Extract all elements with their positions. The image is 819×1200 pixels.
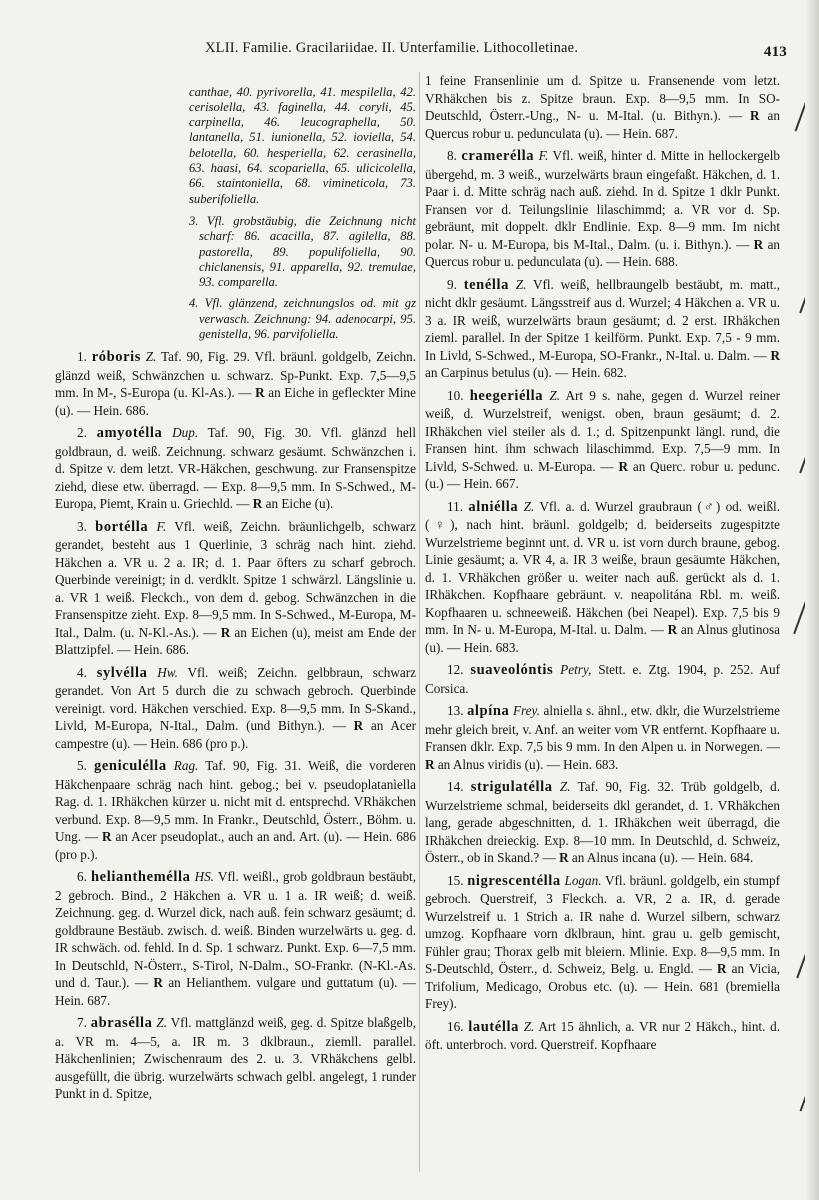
column-divider [419, 72, 420, 1172]
species-name: strigulatélla [470, 779, 553, 795]
species-entry: 13. alpína Frey. alniella s. ähnl., etw. dklr, die Wurzelstrieme mehr gleich breit, v. Anf. an weiter vom VR entfernt. Kopfhaare u. Fransen dklr. Exp. 7,5 bis 9 mm. In den Alpen u. in Norwegen. — R an Alnus viridis (u). — Hein. 683. [425, 703, 781, 772]
species-entry: 6. helianthemélla HS. Vfl. weißl., grob goldbraun bestäubt, 2 gebroch. Bind., 2 Häkchen a. VR u. 1 a. IR weiß; d. weiß. Zeichnung. geg. d. Wurzel dick, nach auß. fein schwarz gesäumt; d. goldbraune Bestäub. zwisch. d. weiß. Binden wurzelwärts u. geg. d. IR schwäch. od. fehld. In d. Sp. 1 schwarz. Punkt. Exp. 6—7,5 mm. In Deutschld, N-Österr., S-Tirol, N-Dalm., SO-Frankr. (N-Kl.-As. und d. Taur.). — R an Helianthem. vulgare und guttatum (u). — Hein. 687. [55, 869, 417, 1008]
species-name: cramerélla [461, 148, 535, 164]
species-entry: 7. abrasélla Z. Vfl. mattglänzd weiß, geg. d. Spitze blaßgelb, a. VR m. 4—5, a. IR m. 3 dklbraun., ziemll. parallel. Häkchenlinien; Zwischenraum des 2. u. 3. VRhäkchens gelbl. ausgefüllt, die übrig. wurzelwärts schwach gelbl. angelegt, 1 runder Punkt in d. Spitze, [55, 1015, 417, 1102]
species-name: helianthemélla [91, 869, 191, 886]
header-title: XLII. Familie. Gracilariidae. II. Unterfamilie. Lithocolletinae. [205, 40, 579, 56]
species-name: bortélla [95, 518, 149, 535]
species-entry: 10. heegeriélla Z. Art 9 s. nahe, gegen d. Wurzel reiner weiß, d. Wurzelstreif, wenigst. oben, braun gesäumt; d. 2. IRhäkchen viel steiler als d. 1.; d. Spitzenpunkt längl. rund, die Fransen hint. ihm schwach lilaschimmd. Exp. 7,5—9 mm. In Livld, S-Schwed. u. M-Europa. — R an Querc. robur u. pedunc. (u.) — Hein. 667. [425, 387, 781, 491]
species-name: alniélla [468, 498, 519, 515]
species-entry: 5. geniculélla Rag. Taf. 90, Fig. 31. Weiß, die vorderen Häkchenpaare schräg nach hint. gebog.; bei v. pseudoplatanìella Rag. d. 1. IRhäkchen kürzer u. nicht mit d. entsprechd. VRhäkchen verbund. Exp. 8—9,5 mm. In Frankr., Deutschld, Österr., Böhm. u. Ung. — R an Acer pseudoplat., auch an and. Art. (u). — Hein. 686 (pro p.). [55, 758, 417, 862]
species-entry: 12. suaveolóntis Petry, Stett. e. Ztg. 1904, p. 252. Auf Corsica. [425, 662, 781, 696]
species-name: nigrescentélla [467, 872, 561, 889]
species-name: róboris [91, 349, 141, 366]
group-3: 3. Vfl. grobstäubig, die Zeichnung nicht scharf: 86. acacilla, 87. agilella, 88. pastorella, 89. populifoliella, 90. chiclanensis, 91. apparella, 92. tremulae, 93. comparella. [189, 213, 416, 290]
species-entry: 4. sylvélla Hw. Vfl. weiß; Zeichn. gelbbraun, schwarz gerandet. Von Art 5 durch die zu schwach gebroch. Querbinde vereinigt. vord. Häkchen verschied. Exp. 8—9,5 mm. In S-Skand., Livld, M-Europa, N-Ital., Dalm. (und Bithyn.). — R an Acer campestre (u). — Hein. 686 (pro p.). [55, 664, 417, 751]
species-entry: 1. róboris Z. Taf. 90, Fig. 29. Vfl. bräunl. goldgelb, Zeichn. glänzd weiß, Schwänzchen u. schwarz. Sp-Punkt. Exp. 7,5—9,5 mm. In M-, S-Europa (u. Kl-As.). — R an Eiche in gefleckter Mine (u). — Hein. 686. [55, 349, 417, 418]
species-name: heegeriélla [469, 387, 544, 404]
species-entry: 11. alniélla Z. Vfl. a. d. Wurzel graubraun (♂) od. weißl. (♀), nach hint. bräunl. goldgelb; d. beiderseits zugespitzte Wurzelstrieme beginnt unt. d. VR u. ist vorn durch braune, gebog. Linie gesäumt; a. VR 4, a. IR 3 weiße, braun gesäumte Häkchen, d. 1. VRhäkchen größer u. weiter nach auß. gerückt als d. 1. IRhäkchen. Kopfhaare gebräunt. v. neapolitána Rbl. m. weiß. Kopfhaaren u. schneeweiß. Häkchen (bei Neapel). Exp. 7,5 bis 9 mm. In N- u. M-Europa, M-Ital. u. Dalm. — R an Alnus glutinosa (u). — Hein. 683. [425, 498, 781, 655]
species-name: tenélla [463, 276, 509, 293]
species-name: alpína [467, 703, 510, 719]
species-name: sylvélla [96, 664, 148, 681]
species-name: geniculélla [94, 758, 167, 775]
page-edge-shadow [805, 0, 819, 1200]
species-sublist: canthae, 40. pyrivorella, 41. mespilella, 42. cerisolella, 43. faginella, 44. coryli, 45. carpinella, 46. leucographella, 50. lantanella, 51. iunionella, 52. ioviella, 54. belotella, 60. hesperiella, 62. cerasinella, 63. haasi, 64. scopariella, 65. ulicicolella, 66. staintoniella, 68. vimineticola, 73. suberifoliella. [189, 84, 416, 206]
page-number: 413 [763, 44, 787, 60]
species-entry: 16. lautélla Z. Art 15 ähnlich, a. VR nur 2 Häkch., hint. d. öft. unterbroch. vord. Querstreif. Kopfhaare [425, 1018, 781, 1052]
group-4: 4. Vfl. glänzend, zeichnungslos od. mit gz verwasch. Zeichnung: 94. adenocarpi, 95. genistella, 96. parvifoliella. [189, 296, 416, 342]
right-column [425, 72, 780, 1059]
species-entry: 15. nigrescentélla Logan. Vfl. bräunl. goldgelb, ein stumpf gebroch. Querstreif, 3 Fleckch. a. VR, 2 a. IR, d. gerade Wurzelstreif u. 1 Strich a. IR nahe d. Wurzel silbern, schwarz umzog. Kopfhaare vorn dklbraun, hint. grau u. gelb gemischt, Fühler grau; Thorax gelb mit bleiern. Mlinie. Exp. 8—9,5 mm. In S-Deutschld, Österr., d. Schweiz, Belg. u. Engld. — R an Vicia, Trifolium, Medicago, Orobus etc. (u). — Hein. 681 (bremiella Frey). [425, 872, 781, 1011]
species-name: lautélla [468, 1018, 519, 1035]
species-name: suaveolóntis [470, 662, 554, 678]
species-entry: 8. cramerélla F. Vfl. weiß, hinter d. Mitte in hellockergelb übergehd, m. 3 weiß., wurzelwärts braun eingefaßt. Häkchen, d. 1. Paar i. d. Mitte schräg nach auß. ziehd. In d. Spitze 1 dklr Punkt. Fransen vor d. Teilungslinie lilaschimmd; a. VR vor d. Sp. gebräunt, mit doppelt. dklr Endlinie. Exp. 8—9 mm. Im nicht polar. N- u. M-Europa, bis M-Ital., Dalm. (u. i. Bithyn.). — R an Quercus robur u. pedunculata (u). — Hein. 688. [425, 148, 781, 269]
species-name: amyotélla [96, 425, 163, 442]
continued-entry: 1 feine Fransenlinie um d. Spitze u. Fransenende vom letzt. VRhäkchen bis z. Spitze braun. Exp. 8—9,5 mm. In SO-Deutschld, Österr.-Ung., N- u. M-Ital. (u. Bithyn.). — R an Quercus robur u. pedunculata (u). — Hein. 687. [425, 73, 780, 141]
species-entry: 9. tenélla Z. Vfl. weiß, hellbraungelb bestäubt, m. matt., nicht dklr gesäumt. Längsstreif aus d. Wurzel; 4 Häkchen a. VR u. 3 a. IR weiß, wurzelwärts braun gesäumt; d. 2 erst. IRhäkchen zieml. parallel. In der Spitze 1 keilförm. Punkt. Exp. 7,5 - 9 mm. In Livld, S-Schwed., M-Europa, SO-Frankr., N-Ital. u. Dalm. — R an Carpinus betulus (u). — Hein. 682. [425, 276, 781, 380]
species-name: abrasélla [90, 1015, 153, 1032]
species-entry: 2. amyotélla Dup. Taf. 90, Fig. 30. Vfl. glänzd hell goldbraun, d. weiß. Zeichnung. schwarz gesäumt. Schwänzchen i. d. Spitze v. dem letzt. VR-Häkchen, geschwung. zur Fransenspitze ziehd, diese etw. überragd. — Exp. 8—9,5 mm. In S-Schwed., M-Europa, Piemt, Krain u. Griechld. — R an Eiche (u). [55, 425, 417, 512]
left-column [55, 72, 416, 1108]
running-header [55, 38, 795, 64]
species-entry: 14. strigulatélla Z. Taf. 90, Fig. 32. Trüb goldgelb, d. Wurzelstrieme schmal, beiderseits dkl gerandet, d. 1. VRhäkchen lang, gerade abgeschnitten, d. 1. IRhäkchen weit überragd, die IRhäkchen dreieckig. Exp. 8—10 mm. In Deutschld, d. Schweiz, Österr., ob in Skand.? — R an Alnus incana (u). — Hein. 684. [425, 779, 780, 865]
species-entry: 3. bortélla F. Vfl. weiß, Zeichn. bräunlichgelb, schwarz gerandet, besteht aus 1 Querlinie, 3 schräg nach hint. ziehd. Häkchen a. VR u. 2 a. IR; d. 1. Paar öfters zu scharf gebroch. Querbinde vereinigt; in d. verdklt. Spitze 1 schwärzl. Längslinie u. a. VR 1 weiß. Fleckch., von dem d. gebog. Schwänzchen in die Fransenspitze zieht. Exp. 8—9,5 mm. In S-Schwed., M-Europa, M-Ital., Dalm. (u. N-Kl.-As.). — R an Eichen (u), meist am Ende der Blattzipfel. — Hein. 686. [55, 518, 416, 658]
